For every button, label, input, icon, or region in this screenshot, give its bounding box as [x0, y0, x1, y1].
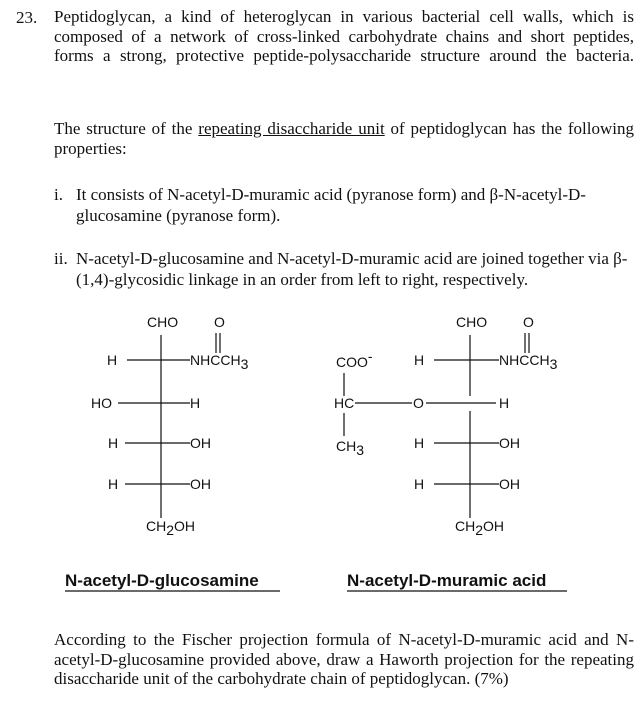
glucosamine-cho: CHO — [147, 314, 179, 330]
muramic-c5-left: H — [414, 476, 425, 492]
question-intro: Peptidoglycan, a kind of heteroglycan in various bacterial cell walls, which is composed of a network of cross-linked carbohydrate chains and short peptides, forms a strong, protective peptide-polysaccharide structure around the bacteria. — [54, 7, 634, 65]
nhcch-group: NHCCH — [190, 352, 241, 368]
muramic-caption: N-acetyl-D-muramic acid — [347, 571, 547, 590]
glucosamine-ch2oh: CH2OH — [146, 518, 196, 538]
muramic-c4-right: OH — [499, 435, 520, 451]
muramic-carbonyl-o: O — [523, 314, 534, 330]
muramic-c3-right: H — [499, 395, 510, 411]
structure-intro-after: of peptidoglycan has the following properties: — [54, 119, 634, 158]
glucosamine-c5-left: H — [108, 476, 119, 492]
methyl-subscript: 3 — [240, 356, 249, 372]
glucosamine-caption: N-acetyl-D-glucosamine — [65, 571, 259, 590]
question-number: 23. — [16, 8, 38, 27]
muramic-c5-right: OH — [499, 476, 520, 492]
muramic-ch2oh: CH2OH — [455, 518, 505, 538]
muramic-fischer — [347, 314, 567, 591]
glucosamine-c5-right: OH — [190, 476, 211, 492]
glucosamine-c2-left: H — [107, 352, 118, 368]
structure-intro-underlined: repeating disaccharide unit — [198, 119, 385, 138]
muramic-c4-left: H — [414, 435, 425, 451]
structure-intro-before: The structure of the — [54, 119, 199, 138]
lactyl-hc: HC — [334, 395, 355, 411]
glucosamine-c4-right: OH — [190, 435, 211, 451]
fischer-projections — [0, 300, 643, 600]
lactyl-methyl: CH3 — [336, 438, 365, 458]
property-number: i. — [54, 185, 63, 204]
task-instruction: According to the Fischer projection formula of N-acetyl-D-muramic acid and N-acetyl-D-glucosamine provided above, draw a Haworth projection for the repeating disaccharide unit of the carbohydrate chain of peptidoglycan. (7%) — [54, 630, 634, 688]
property-number: ii. — [54, 249, 68, 268]
muramic-c2-right: NHCCH3 — [499, 352, 558, 372]
glucosamine-c4-left: H — [108, 435, 119, 451]
muramic-cho: CHO — [456, 314, 488, 330]
muramic-c2-left: H — [414, 352, 425, 368]
lactyl-carboxylate: COO- — [336, 348, 373, 370]
glucosamine-c3-right: H — [190, 395, 201, 411]
ether-oxygen: O — [413, 395, 424, 411]
property-text: It consists of N-acetyl-D-muramic acid (pyranose form) and β-N-acetyl-D-glucosamine (pyranose form). — [76, 185, 586, 225]
glucosamine-c2-right — [190, 352, 249, 372]
structure-intro — [54, 119, 634, 158]
glucosamine-c3-left: HO — [91, 395, 112, 411]
glucosamine-carbonyl-o: O — [214, 314, 225, 330]
property-text: N-acetyl-D-glucosamine and N-acetyl-D-muramic acid are joined together via β-(1,4)-glycosidic linkage in an order from left to right, respectively. — [76, 249, 628, 289]
glucosamine-fischer — [65, 314, 280, 591]
